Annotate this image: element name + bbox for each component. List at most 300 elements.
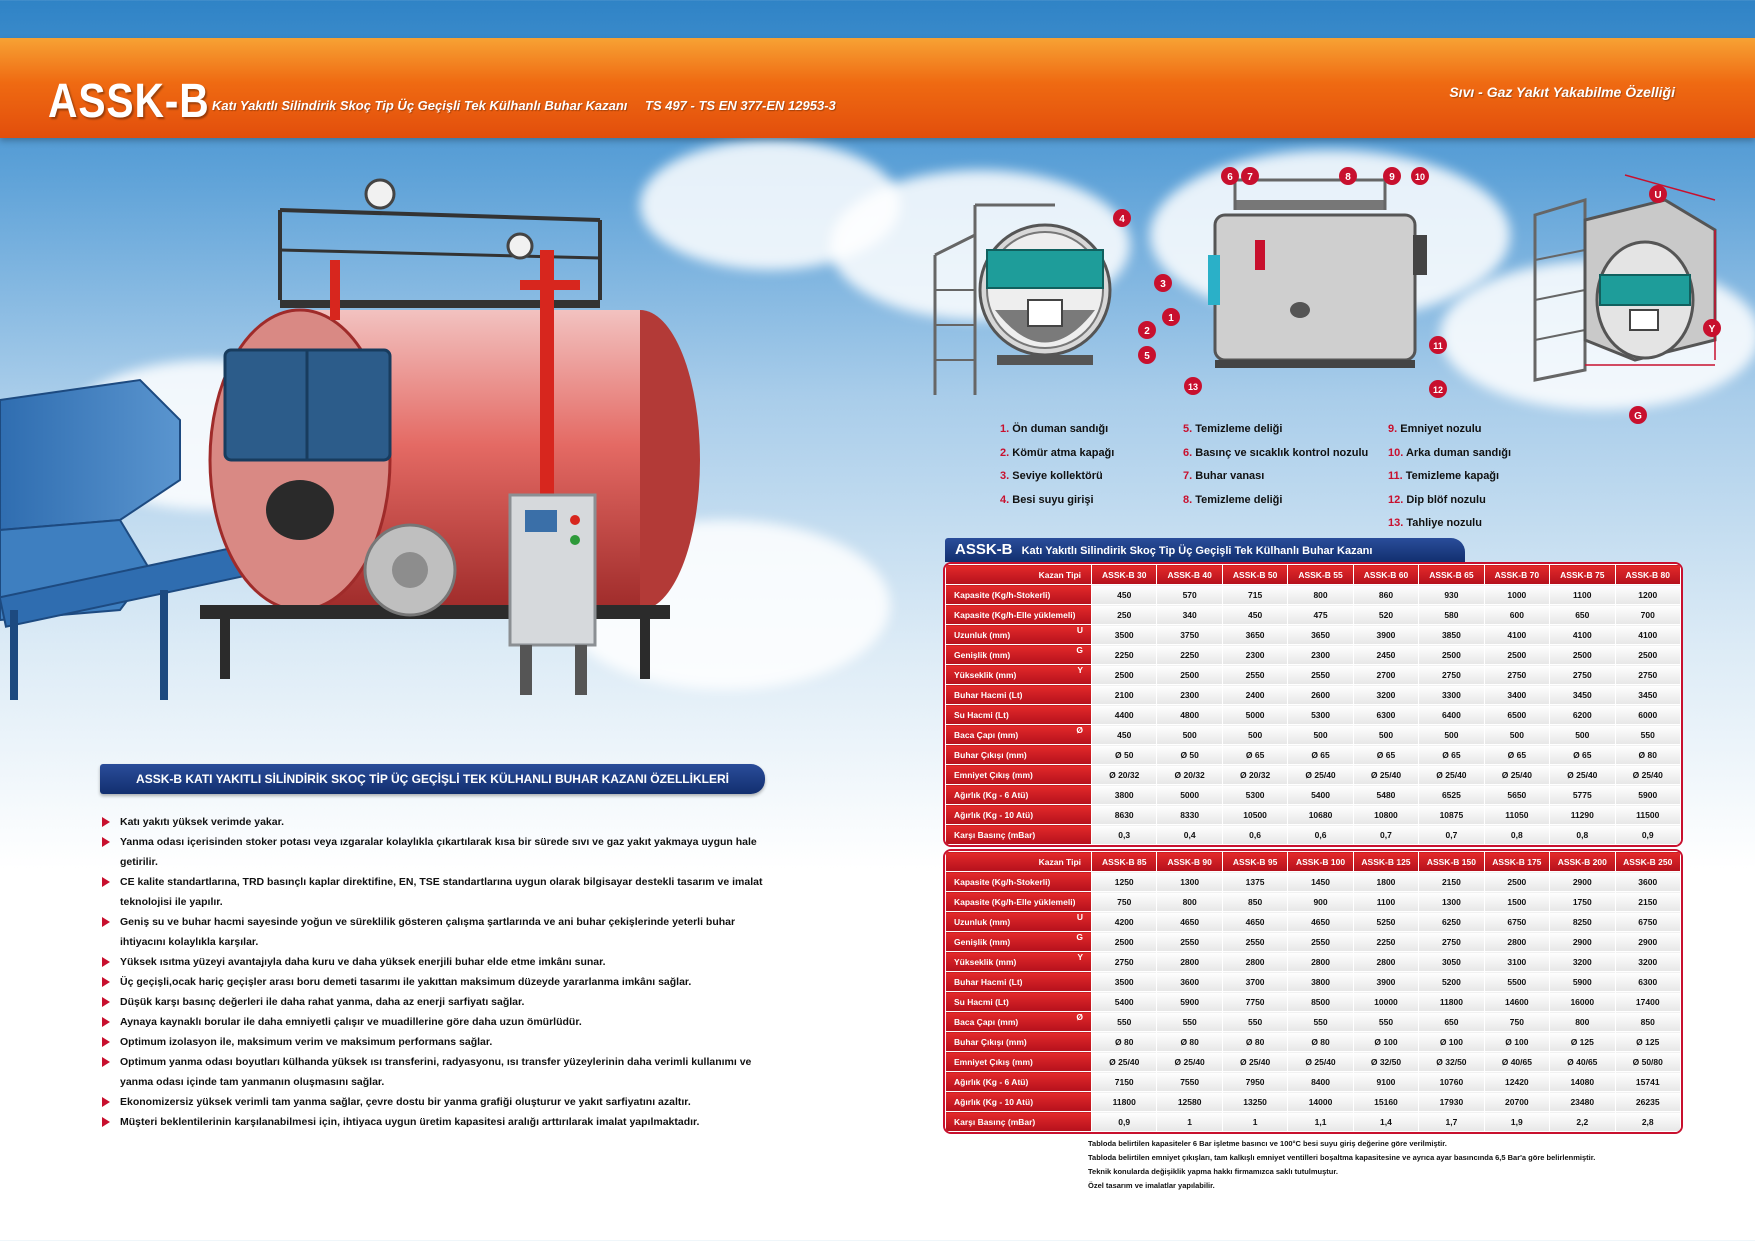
table-cell: 500 (1353, 725, 1418, 745)
legend-item: 8. Temizleme deliği (1183, 493, 1283, 506)
table-cell: 4200 (1092, 912, 1157, 932)
table-row (946, 725, 1681, 745)
table-cell: Ø 25/40 (1288, 1052, 1353, 1072)
header-subtitle: Katı Yakıtlı Silindirik Skoç Tip Üç Geçişli Tek Külhanlı Buhar Kazanı (212, 98, 628, 113)
table-cell: 3650 (1222, 625, 1287, 645)
table-cell: 1500 (1484, 892, 1549, 912)
table-cell: 5500 (1484, 972, 1549, 992)
table-cell: 8330 (1157, 805, 1222, 825)
legend-column (1000, 418, 1114, 512)
table-row (946, 1032, 1681, 1052)
table-column-header: ASSK-B 125 (1353, 852, 1418, 872)
table-cell: 580 (1419, 605, 1484, 625)
footnote: Tabloda belirtilen emniyet çıkışları, tam kalkışlı emniyet ventilleri boşaltma kapasitesine ve ayrıca ayar basıncında 6,5 Bar'a göre belirlenmiştir. (1088, 1153, 1596, 1162)
table-cell: 16000 (1550, 992, 1615, 1012)
table-cell: 2750 (1550, 665, 1615, 685)
table-cell: 7550 (1157, 1072, 1222, 1092)
table-column-header: ASSK-B 50 (1222, 565, 1287, 585)
table-cell: 3800 (1092, 785, 1157, 805)
table-row-label: Kapasite (Kg/h-Stokerli) (946, 872, 1092, 892)
table-row (946, 872, 1681, 892)
table-row-label: Genişlik (mm) G (946, 932, 1092, 952)
table-cell: 17930 (1419, 1092, 1484, 1112)
side-view-diagram (1208, 180, 1427, 368)
table-cell: 12580 (1157, 1092, 1222, 1112)
callout-label: 11 (1433, 341, 1443, 351)
table-corner-cell: Kazan Tipi (946, 852, 1092, 872)
legend-item: 2. Kömür atma kapağı (1000, 446, 1115, 459)
table-cell: Ø 100 (1419, 1032, 1484, 1052)
table-cell: 4800 (1157, 705, 1222, 725)
feature-item: Yanma odası içerisinden stoker potası veya ızgaralar kolaylıkla çıkartılarak kısa bir sürede sıvı ve gaz yakıt yakmaya uygun hale getirilir. (100, 832, 768, 872)
table-row (946, 952, 1681, 972)
table-cell: 4400 (1092, 705, 1157, 725)
table-cell: 0,7 (1419, 825, 1484, 845)
table-cell: 800 (1550, 1012, 1615, 1032)
table-cell: 2400 (1222, 685, 1287, 705)
table-cell: 6750 (1484, 912, 1549, 932)
table-cell: 930 (1419, 585, 1484, 605)
table-cell: 750 (1484, 1012, 1549, 1032)
table-cell: Ø 125 (1615, 1032, 1681, 1052)
table-cell: 2750 (1419, 665, 1484, 685)
table-cell: 11800 (1092, 1092, 1157, 1112)
table-cell: 475 (1288, 605, 1353, 625)
table-cell: 550 (1222, 1012, 1287, 1032)
table-cell: 6750 (1615, 912, 1681, 932)
table-cell: 4100 (1484, 625, 1549, 645)
table-column-header: ASSK-B 250 (1615, 852, 1681, 872)
table-cell: 2,2 (1550, 1112, 1615, 1132)
specs-table-2 (943, 849, 1683, 1134)
table-row-label: Buhar Çıkışı (mm) (946, 745, 1092, 765)
table-column-header: ASSK-B 150 (1419, 852, 1484, 872)
table-row (946, 805, 1681, 825)
brand-title: ASSK-B (48, 75, 210, 128)
table-cell: 2250 (1353, 932, 1418, 952)
table-row-label: Su Hacmi (Lt) (946, 992, 1092, 1012)
table-cell: 5900 (1550, 972, 1615, 992)
table-cell: Ø 125 (1550, 1032, 1615, 1052)
footnote: Teknik konularda değişiklik yapma hakkı firmamızca saklı tutulmuştur. (1088, 1167, 1338, 1176)
header-standard: TS 497 - TS EN 377-EN 12953-3 (645, 98, 836, 113)
table-cell: 2800 (1353, 952, 1418, 972)
table-row-label: Karşı Basınç (mBar) (946, 825, 1092, 845)
table-cell: 1,7 (1419, 1112, 1484, 1132)
callout-label: 5 (1144, 351, 1150, 362)
table-cell: 0,8 (1550, 825, 1615, 845)
table-row-label: Genişlik (mm) G (946, 645, 1092, 665)
table-cell: 0,7 (1353, 825, 1418, 845)
table-column-header: ASSK-B 90 (1157, 852, 1222, 872)
feature-item: CE kalite standartlarına, TRD basınçlı kaplar direktifine, EN, TSE standartlarına uygun olarak bilgisayar destekli tasarım ve imalat teknolojisi ile yapılır. (100, 872, 768, 912)
table-row (946, 605, 1681, 625)
footnote: Özel tasarım ve imalatlar yapılabilir. (1088, 1181, 1215, 1190)
table-cell: 7150 (1092, 1072, 1157, 1092)
table-cell: Ø 65 (1550, 745, 1615, 765)
table-cell: 500 (1550, 725, 1615, 745)
table-cell: 500 (1484, 725, 1549, 745)
table-cell: 5400 (1288, 785, 1353, 805)
table-cell: 9100 (1353, 1072, 1418, 1092)
dim-label-g: G (1634, 411, 1642, 422)
table-cell: 850 (1222, 892, 1287, 912)
table-cell: 1,1 (1288, 1112, 1353, 1132)
callout-label: 12 (1432, 385, 1444, 395)
table-cell: 3450 (1615, 685, 1681, 705)
table-cell: 450 (1092, 725, 1157, 745)
table-cell: 3700 (1222, 972, 1287, 992)
table-row-label: Uzunluk (mm) U (946, 912, 1092, 932)
table-cell: 3050 (1419, 952, 1484, 972)
table-row-label: Baca Çapı (mm) Ø (946, 1012, 1092, 1032)
table-cell: 4100 (1615, 625, 1681, 645)
table-cell: 14600 (1484, 992, 1549, 1012)
table-row-label: Kapasite (Kg/h-Elle yüklemeli) (946, 605, 1092, 625)
table-cell: 1200 (1615, 585, 1681, 605)
table-cell: 2800 (1222, 952, 1287, 972)
table-cell: 1300 (1419, 892, 1484, 912)
table-cell: 2500 (1615, 645, 1681, 665)
table-cell: 2800 (1288, 952, 1353, 972)
table-cell: 12420 (1484, 1072, 1549, 1092)
table-row-label: Buhar Hacmi (Lt) (946, 972, 1092, 992)
table-cell: 1 (1157, 1112, 1222, 1132)
table-cell: 2150 (1615, 892, 1681, 912)
table-cell: 2750 (1615, 665, 1681, 685)
table-row (946, 685, 1681, 705)
table-row (946, 665, 1681, 685)
table-cell: Ø 80 (1222, 1032, 1287, 1052)
legend-column (1183, 418, 1368, 512)
feature-item: Yüksek ısıtma yüzeyi avantajıyla daha kuru ve daha yüksek enerjili buhar elde etme imkânı sunar. (100, 952, 768, 972)
table-column-header: ASSK-B 95 (1222, 852, 1287, 872)
feature-item: Ekonomizersiz yüksek verimli tam yanma sağlar, çevre dostu bir yanma grafiği oluşturur ve yakıt sarfiyatını azaltır. (100, 1092, 768, 1112)
table-cell: 2250 (1092, 645, 1157, 665)
table-column-header: ASSK-B 70 (1484, 565, 1549, 585)
footnotes (1088, 1137, 1688, 1193)
table-cell: 4100 (1550, 625, 1615, 645)
dimension-symbol: U (1076, 912, 1083, 922)
table-cell: 3900 (1353, 972, 1418, 992)
table-row (946, 825, 1681, 845)
table-cell: 3600 (1157, 972, 1222, 992)
table-cell: Ø 20/32 (1092, 765, 1157, 785)
legend-item: 3. Seviye kollektörü (1000, 470, 1103, 482)
table-cell: 2500 (1092, 932, 1157, 952)
table-title-text: Katı Yakıtlı Silindirik Skoç Tip Üç Geçişli Tek Külhanlı Buhar Kazanı (1021, 545, 1373, 557)
table-row-label: Ağırlık (Kg - 10 Atü) (946, 805, 1092, 825)
specs-table (945, 564, 1681, 845)
table-header-row (946, 565, 1681, 585)
table-cell: 11800 (1419, 992, 1484, 1012)
table-row-label: Buhar Hacmi (Lt) (946, 685, 1092, 705)
table-cell: 4650 (1157, 912, 1222, 932)
table-cell: 7950 (1222, 1072, 1287, 1092)
table-cell: 14080 (1550, 1072, 1615, 1092)
table-cell: 550 (1288, 1012, 1353, 1032)
table-cell: 1800 (1353, 872, 1418, 892)
table-row (946, 645, 1681, 665)
table-cell: 15160 (1353, 1092, 1418, 1112)
table-cell: 6250 (1419, 912, 1484, 932)
table-cell: Ø 20/32 (1222, 765, 1287, 785)
table-cell: 2900 (1550, 932, 1615, 952)
table-column-header: ASSK-B 75 (1550, 565, 1615, 585)
table-cell: 3100 (1484, 952, 1549, 972)
table-row (946, 992, 1681, 1012)
table-cell: 3750 (1157, 625, 1222, 645)
table-row (946, 745, 1681, 765)
table-cell: 2,8 (1615, 1112, 1681, 1132)
table-cell: 2500 (1484, 872, 1549, 892)
table-row (946, 972, 1681, 992)
table-row-label: Emniyet Çıkış (mm) (946, 765, 1092, 785)
table-column-header: ASSK-B 30 (1092, 565, 1157, 585)
table-cell: 3650 (1288, 625, 1353, 645)
table-row (946, 765, 1681, 785)
table-row-label: Ağırlık (Kg - 6 Atü) (946, 785, 1092, 805)
table-cell: Ø 40/65 (1484, 1052, 1549, 1072)
table-cell: 11500 (1615, 805, 1681, 825)
table-header-row (946, 852, 1681, 872)
callout-label: 1 (1168, 313, 1174, 324)
table-cell: 3500 (1092, 972, 1157, 992)
callout-label: 8 (1345, 172, 1351, 183)
table-cell: Ø 25/40 (1419, 765, 1484, 785)
table-cell: 900 (1288, 892, 1353, 912)
table-row (946, 705, 1681, 725)
table-cell: 6300 (1615, 972, 1681, 992)
dimension-symbol: G (1076, 932, 1083, 942)
table-row-label: Ağırlık (Kg - 10 Atü) (946, 1092, 1092, 1112)
feature-item: Aynaya kaynaklı borular ile daha emniyetli çalışır ve muadillerine göre daha uzun ömürlüdür. (100, 1012, 768, 1032)
table-cell: 17400 (1615, 992, 1681, 1012)
table-cell: 2450 (1353, 645, 1418, 665)
table-cell: 5000 (1222, 705, 1287, 725)
table-row-label: Su Hacmi (Lt) (946, 705, 1092, 725)
legend-item: 5. Temizleme deliği (1183, 423, 1283, 435)
table-cell: 0,9 (1092, 1112, 1157, 1132)
dimension-symbol: Y (1077, 665, 1083, 675)
table-cell: Ø 50/80 (1615, 1052, 1681, 1072)
table-row (946, 932, 1681, 952)
table-cell: Ø 25/40 (1615, 765, 1681, 785)
table-cell: 650 (1419, 1012, 1484, 1032)
feature-item: Geniş su ve buhar hacmi sayesinde yoğun ve süreklilik gösteren çalışma şartlarında ve ani buhar çekişlerinde yeterli buhar ihtiyacını kolaylıkla karşılar. (100, 912, 768, 952)
header-feature: Sıvı - Gaz Yakıt Yakabilme Özelliği (1449, 84, 1675, 100)
table-cell: 10800 (1353, 805, 1418, 825)
table-cell: 3900 (1353, 625, 1418, 645)
legend-item: 1. Ön duman sandığı (1000, 423, 1109, 435)
legend-item: 12. Dip blöf nozulu (1388, 493, 1486, 506)
table-cell: 13250 (1222, 1092, 1287, 1112)
table-cell: Ø 32/50 (1419, 1052, 1484, 1072)
table-row (946, 1072, 1681, 1092)
table-row-label: Baca Çapı (mm) Ø (946, 725, 1092, 745)
table-cell: 1000 (1484, 585, 1549, 605)
table-cell: 520 (1353, 605, 1418, 625)
table-cell: Ø 32/50 (1353, 1052, 1418, 1072)
table-cell: 8630 (1092, 805, 1157, 825)
table-cell: 6500 (1484, 705, 1549, 725)
table-column-header: ASSK-B 40 (1157, 565, 1222, 585)
table-title-brand: ASSK-B (955, 541, 1013, 558)
feature-item: Optimum yanma odası boyutları külhanda yüksek ısı transferini, radyasyonu, ısı transfer yüzeylerinin daha verimli kullanımı ve yanma odası içinde tam yanmanın oluşmasını sağlar. (100, 1052, 768, 1092)
table-cell: 3200 (1615, 952, 1681, 972)
table-cell: 1100 (1550, 585, 1615, 605)
table-cell: 5900 (1615, 785, 1681, 805)
table-cell: Ø 65 (1222, 745, 1287, 765)
dimension-symbol: G (1076, 645, 1083, 655)
table-cell: 1100 (1353, 892, 1418, 912)
table-cell: 15741 (1615, 1072, 1681, 1092)
table-cell: 850 (1615, 1012, 1681, 1032)
table-cell: 550 (1157, 1012, 1222, 1032)
header-banner (0, 38, 1755, 138)
table-cell: 500 (1222, 725, 1287, 745)
table-row (946, 785, 1681, 805)
table-row (946, 1092, 1681, 1112)
table-cell: Ø 100 (1353, 1032, 1418, 1052)
table-column-header: ASSK-B 175 (1484, 852, 1549, 872)
table-row-label: Kapasite (Kg/h-Elle yüklemeli) (946, 892, 1092, 912)
table-cell: Ø 25/40 (1288, 765, 1353, 785)
table-cell: 550 (1353, 1012, 1418, 1032)
legend-item: 13. Tahliye nozulu (1388, 517, 1482, 529)
table-row-label: Uzunluk (mm) U (946, 625, 1092, 645)
table-cell: 10760 (1419, 1072, 1484, 1092)
table-cell: 1375 (1222, 872, 1287, 892)
feature-item: Düşük karşı basınç değerleri ile daha rahat yanma, daha az enerji sarfiyatı sağlar. (100, 992, 768, 1012)
table-cell: 5000 (1157, 785, 1222, 805)
table-column-header: ASSK-B 100 (1288, 852, 1353, 872)
table-row-label: Ağırlık (Kg - 6 Atü) (946, 1072, 1092, 1092)
table-cell: 5400 (1092, 992, 1157, 1012)
table-cell: 0,8 (1484, 825, 1549, 845)
table-column-header: ASSK-B 60 (1353, 565, 1418, 585)
feature-item: Optimum izolasyon ile, maksimum verim ve maksimum performans sağlar. (100, 1032, 768, 1052)
table-cell: 10875 (1419, 805, 1484, 825)
table-cell: 5300 (1288, 705, 1353, 725)
table-cell: 2550 (1222, 932, 1287, 952)
table-cell: 500 (1157, 725, 1222, 745)
table-cell: 2550 (1157, 932, 1222, 952)
table-cell: 2500 (1092, 665, 1157, 685)
specs-table-1 (943, 562, 1683, 847)
table-cell: 2600 (1288, 685, 1353, 705)
legend-item: 11. Temizleme kapağı (1388, 470, 1500, 482)
legend-column (1388, 418, 1511, 536)
table-cell: 550 (1092, 1012, 1157, 1032)
table-cell: 3800 (1288, 972, 1353, 992)
callout-label: 2 (1144, 326, 1150, 337)
table-cell: 8500 (1288, 992, 1353, 1012)
table-row (946, 912, 1681, 932)
table-row-label: Buhar Çıkışı (mm) (946, 1032, 1092, 1052)
table-cell: Ø 50 (1157, 745, 1222, 765)
table-cell: 8250 (1550, 912, 1615, 932)
table-cell: 2900 (1615, 932, 1681, 952)
table-cell: 2100 (1092, 685, 1157, 705)
table-cell: Ø 25/40 (1092, 1052, 1157, 1072)
callout-label: 4 (1119, 214, 1125, 225)
table-cell: 2800 (1484, 932, 1549, 952)
table-cell: 6000 (1615, 705, 1681, 725)
table-cell: 600 (1484, 605, 1549, 625)
table-row (946, 892, 1681, 912)
table-cell: 3400 (1484, 685, 1549, 705)
table-cell: 2150 (1419, 872, 1484, 892)
table-cell: 450 (1092, 585, 1157, 605)
feature-item: Üç geçişli,ocak hariç geçişler arası boru demeti tasarımı ile yakıttan maksimum düzeyde yararlanma imkânı sağlar. (100, 972, 768, 992)
callout-label: 6 (1227, 172, 1233, 183)
legend-item: 9. Emniyet nozulu (1388, 423, 1482, 435)
table-cell: 700 (1615, 605, 1681, 625)
table-row-label: Kapasite (Kg/h-Stokerli) (946, 585, 1092, 605)
table-cell: Ø 65 (1484, 745, 1549, 765)
table-cell: 5300 (1222, 785, 1287, 805)
table-cell: 5775 (1550, 785, 1615, 805)
dimension-symbol: Ø (1076, 725, 1083, 735)
table-column-header: ASSK-B 65 (1419, 565, 1484, 585)
table-cell: 250 (1092, 605, 1157, 625)
table-cell: 1 (1222, 1112, 1287, 1132)
table-cell: 10000 (1353, 992, 1418, 1012)
footnote: Tabloda belirtilen kapasiteler 6 Bar işletme basıncı ve 100°C besi suyu giriş değerine göre verilmiştir. (1088, 1139, 1447, 1148)
table-cell: 550 (1615, 725, 1681, 745)
table-cell: Ø 80 (1092, 1032, 1157, 1052)
table-cell: 570 (1157, 585, 1222, 605)
features-title: ASSK-B KATI YAKITLI SİLİNDİRİK SKOÇ TİP ÜÇ GEÇİŞLİ TEK KÜLHANLI BUHAR KAZANI ÖZELLİKLERİ (100, 764, 765, 794)
diagram-legend (1000, 418, 1680, 538)
table-cell: 8400 (1288, 1072, 1353, 1092)
table-cell: 715 (1222, 585, 1287, 605)
table-cell: 0,3 (1092, 825, 1157, 845)
table-cell: 20700 (1484, 1092, 1549, 1112)
dimension-symbol: Ø (1076, 1012, 1083, 1022)
table-cell: 500 (1419, 725, 1484, 745)
table-cell: 6525 (1419, 785, 1484, 805)
table-column-header: ASSK-B 85 (1092, 852, 1157, 872)
callout-label: 7 (1247, 172, 1253, 183)
table-cell: 2500 (1419, 645, 1484, 665)
front-view-diagram (935, 205, 1110, 395)
table-cell: Ø 80 (1288, 1032, 1353, 1052)
feature-item: Müşteri beklentilerinin karşılanabilmesi için, ihtiyaca uygun üretim kapasitesi aralığı arttırılarak imalat yapılmaktadır. (100, 1112, 768, 1132)
table-cell: 26235 (1615, 1092, 1681, 1112)
dim-label-y: Y (1708, 324, 1716, 335)
table-cell: 2300 (1288, 645, 1353, 665)
table-cell: Ø 25/40 (1157, 1052, 1222, 1072)
callout-label: 9 (1389, 172, 1395, 183)
table-cell: Ø 80 (1157, 1032, 1222, 1052)
table-cell: 5900 (1157, 992, 1222, 1012)
table-cell: 2500 (1550, 645, 1615, 665)
isometric-view-diagram (1535, 175, 1715, 380)
table-cell: Ø 50 (1092, 745, 1157, 765)
table-cell: 1450 (1288, 872, 1353, 892)
specs-table (945, 851, 1681, 1132)
table-cell: 1750 (1550, 892, 1615, 912)
dim-label-u: U (1654, 190, 1662, 201)
table-column-header: ASSK-B 200 (1550, 852, 1615, 872)
table-cell: 3600 (1615, 872, 1681, 892)
table-cell: 7750 (1222, 992, 1287, 1012)
table-cell: 2550 (1288, 665, 1353, 685)
callout-label: 10 (1414, 172, 1426, 182)
table-cell: 23480 (1550, 1092, 1615, 1112)
